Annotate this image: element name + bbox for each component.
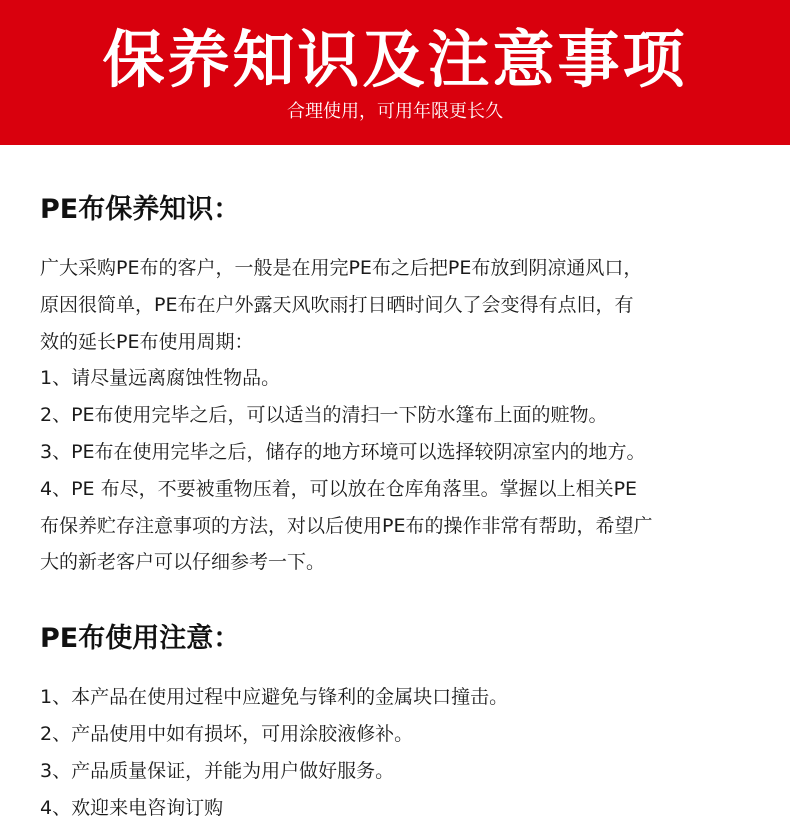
text-line: 布保养贮存注意事项的方法，对以后使用PE布的操作非常有帮助，希望广 [40, 514, 653, 537]
text-line: 效的延长PE布使用周期： [40, 330, 254, 353]
section-title-usage: PE布使用注意： [40, 623, 241, 655]
section-title-maintenance: PE布保养知识： [40, 194, 241, 225]
list-item: 1、请尽量远离腐蚀性物品。 [40, 367, 281, 390]
list-item: 3、PE布在使用完毕之后，储存的地方环境可以选择较阴凉室内的地方。 [40, 440, 646, 463]
list-item: 3、产品质量保证，并能为用户做好服务。 [40, 759, 395, 782]
text-line: 原因很简单，PE布在户外露天风吹雨打日晒时间久了会变得有点旧，有 [40, 293, 634, 316]
list-item: 2、PE布使用完毕之后，可以适当的清扫一下防水篷布上面的赃物。 [40, 404, 608, 427]
list-item: 2、产品使用中如有损坏，可用涂胶液修补。 [40, 722, 414, 745]
list-item: 4、欢迎来电咨询订购 [40, 796, 224, 819]
list-item: 4、PE 布尽，不要被重物压着，可以放在仓库角落里。掌握以上相关PE [40, 477, 638, 500]
text-line: 大的新老客户可以仔细参考一下。 [40, 551, 326, 574]
header-banner [0, 0, 790, 145]
content [0, 192, 790, 826]
maintenance-text [40, 250, 750, 581]
page-title: 保养知识及注意事项 [102, 23, 688, 96]
usage-text [40, 679, 750, 826]
text-line: 广大采购PE布的客户，一般是在用完PE布之后把PE布放到阴凉通风口， [40, 257, 643, 279]
list-item: 1、本产品在使用过程中应避免与锋利的金属块口撞击。 [40, 686, 509, 709]
page-subtitle: 合理使用，可用年限更长久 [287, 101, 503, 122]
